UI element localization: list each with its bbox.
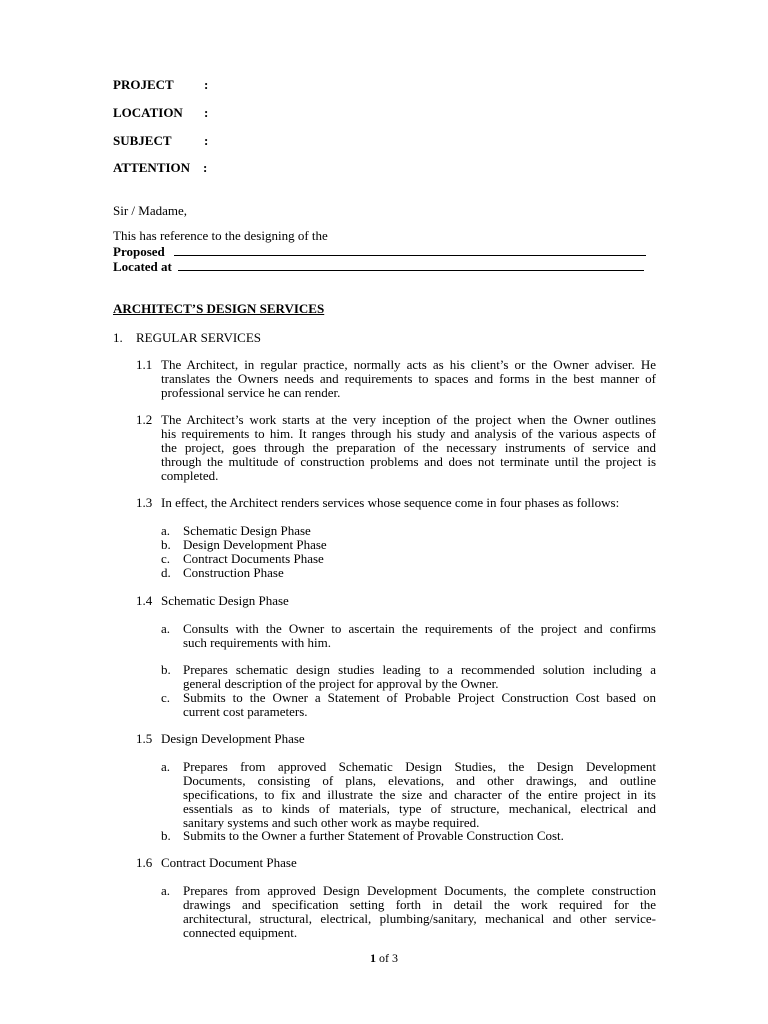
item-1-4-title: Schematic Design Phase bbox=[161, 593, 289, 608]
intro-text: This has reference to the designing of the bbox=[113, 228, 328, 243]
attention-colon: : bbox=[203, 160, 208, 175]
item-1-5-a-letter: a. bbox=[161, 759, 171, 774]
proposed-blank-line[interactable] bbox=[174, 244, 646, 256]
section-title: ARCHITECT’S DESIGN SERVICES bbox=[113, 301, 325, 316]
item-1-5-b-text: Submits to the Owner a further Statement of Provable Construction Cost. bbox=[183, 828, 564, 843]
phase-a-letter: a. bbox=[161, 523, 171, 538]
item-1-2-number: 1.2 bbox=[136, 412, 153, 427]
regular-services-number: 1. bbox=[113, 330, 123, 345]
item-1-5-number: 1.5 bbox=[136, 731, 153, 746]
proposed-row bbox=[113, 244, 653, 259]
regular-services-title: REGULAR SERVICES bbox=[136, 330, 261, 345]
item-1-6-number: 1.6 bbox=[136, 855, 153, 870]
item-1-6-a-text: Prepares from approved Design Development Documents, the complete construction drawings and specification setting forth in detail the work required for the architectural, structural, electrical, plumbing/sanitary, mechanical and other service- connected equipment. bbox=[183, 883, 656, 940]
attention-label: ATTENTION bbox=[113, 160, 191, 175]
phase-d-letter: d. bbox=[161, 565, 171, 580]
item-1-6-a-letter: a. bbox=[161, 883, 171, 898]
item-1-5-title: Design Development Phase bbox=[161, 731, 305, 746]
item-1-5-b-letter: b. bbox=[161, 828, 171, 843]
location-colon: : bbox=[204, 105, 209, 120]
item-1-4-c-text: Submits to the Owner a Statement of Probable Project Construction Cost based on current cost parameters. bbox=[183, 690, 656, 719]
subject-colon: : bbox=[204, 133, 209, 148]
item-1-4-a-letter: a. bbox=[161, 621, 171, 636]
page-current: 1 bbox=[370, 951, 376, 965]
phase-c-text: Contract Documents Phase bbox=[183, 551, 324, 566]
phase-a-text: Schematic Design Phase bbox=[183, 523, 311, 538]
item-1-4-number: 1.4 bbox=[136, 593, 153, 608]
item-1-3-number: 1.3 bbox=[136, 495, 153, 510]
location-label: LOCATION bbox=[113, 105, 183, 120]
subject-label: SUBJECT bbox=[113, 133, 172, 148]
phase-b-letter: b. bbox=[161, 537, 171, 552]
item-1-3-text: In effect, the Architect renders services whose sequence come in four phases as follows: bbox=[161, 495, 620, 510]
page-indicator bbox=[0, 951, 768, 965]
project-label: PROJECT bbox=[113, 77, 174, 92]
item-1-2-text: The Architect’s work starts at the very inception of the project when the Owner outlines his requirements to him. It ranges through his study and analysis of the various aspects of the project, goes through the preparation of the necessary instruments of service and through the multitude of construction problems and does not terminate until the project is completed. bbox=[161, 412, 656, 483]
located-label: Located at bbox=[113, 259, 172, 274]
item-1-4-a-text: Consults with the Owner to ascertain the requirements of the project and confirms such requirements with him. bbox=[183, 621, 656, 650]
project-colon: : bbox=[204, 77, 209, 92]
page-of: of 3 bbox=[379, 951, 398, 965]
located-blank-line[interactable] bbox=[178, 259, 644, 271]
item-1-4-c-letter: c. bbox=[161, 690, 171, 705]
phase-c-letter: c. bbox=[161, 551, 171, 566]
phase-b-text: Design Development Phase bbox=[183, 537, 327, 552]
item-1-1-number: 1.1 bbox=[136, 357, 153, 372]
item-1-1-text: The Architect, in regular practice, normally acts as his client’s or the Owner adviser. He translates the Owners needs and requirements to spaces and forms in the best manner of professional service he can render. bbox=[161, 357, 656, 400]
phase-d-text: Construction Phase bbox=[183, 565, 284, 580]
salutation: Sir / Madame, bbox=[113, 203, 188, 218]
located-row bbox=[113, 259, 653, 274]
item-1-6-title: Contract Document Phase bbox=[161, 855, 297, 870]
item-1-4-b-text: Prepares schematic design studies leading to a recommended solution including a general description of the project for approval by the Owner. bbox=[183, 662, 656, 691]
item-1-5-a-text: Prepares from approved Schematic Design Studies, the Design Development Documents, consisting of plans, elevations, and other drawings, and outline specifications, to fix and illustrate the size and character of the entire project in its essentials as to kinds of materials, type of structure, mechanical, electrical and sanitary systems and such other work as maybe required. bbox=[183, 759, 656, 830]
item-1-4-b-letter: b. bbox=[161, 662, 171, 677]
proposed-label: Proposed bbox=[113, 244, 165, 259]
